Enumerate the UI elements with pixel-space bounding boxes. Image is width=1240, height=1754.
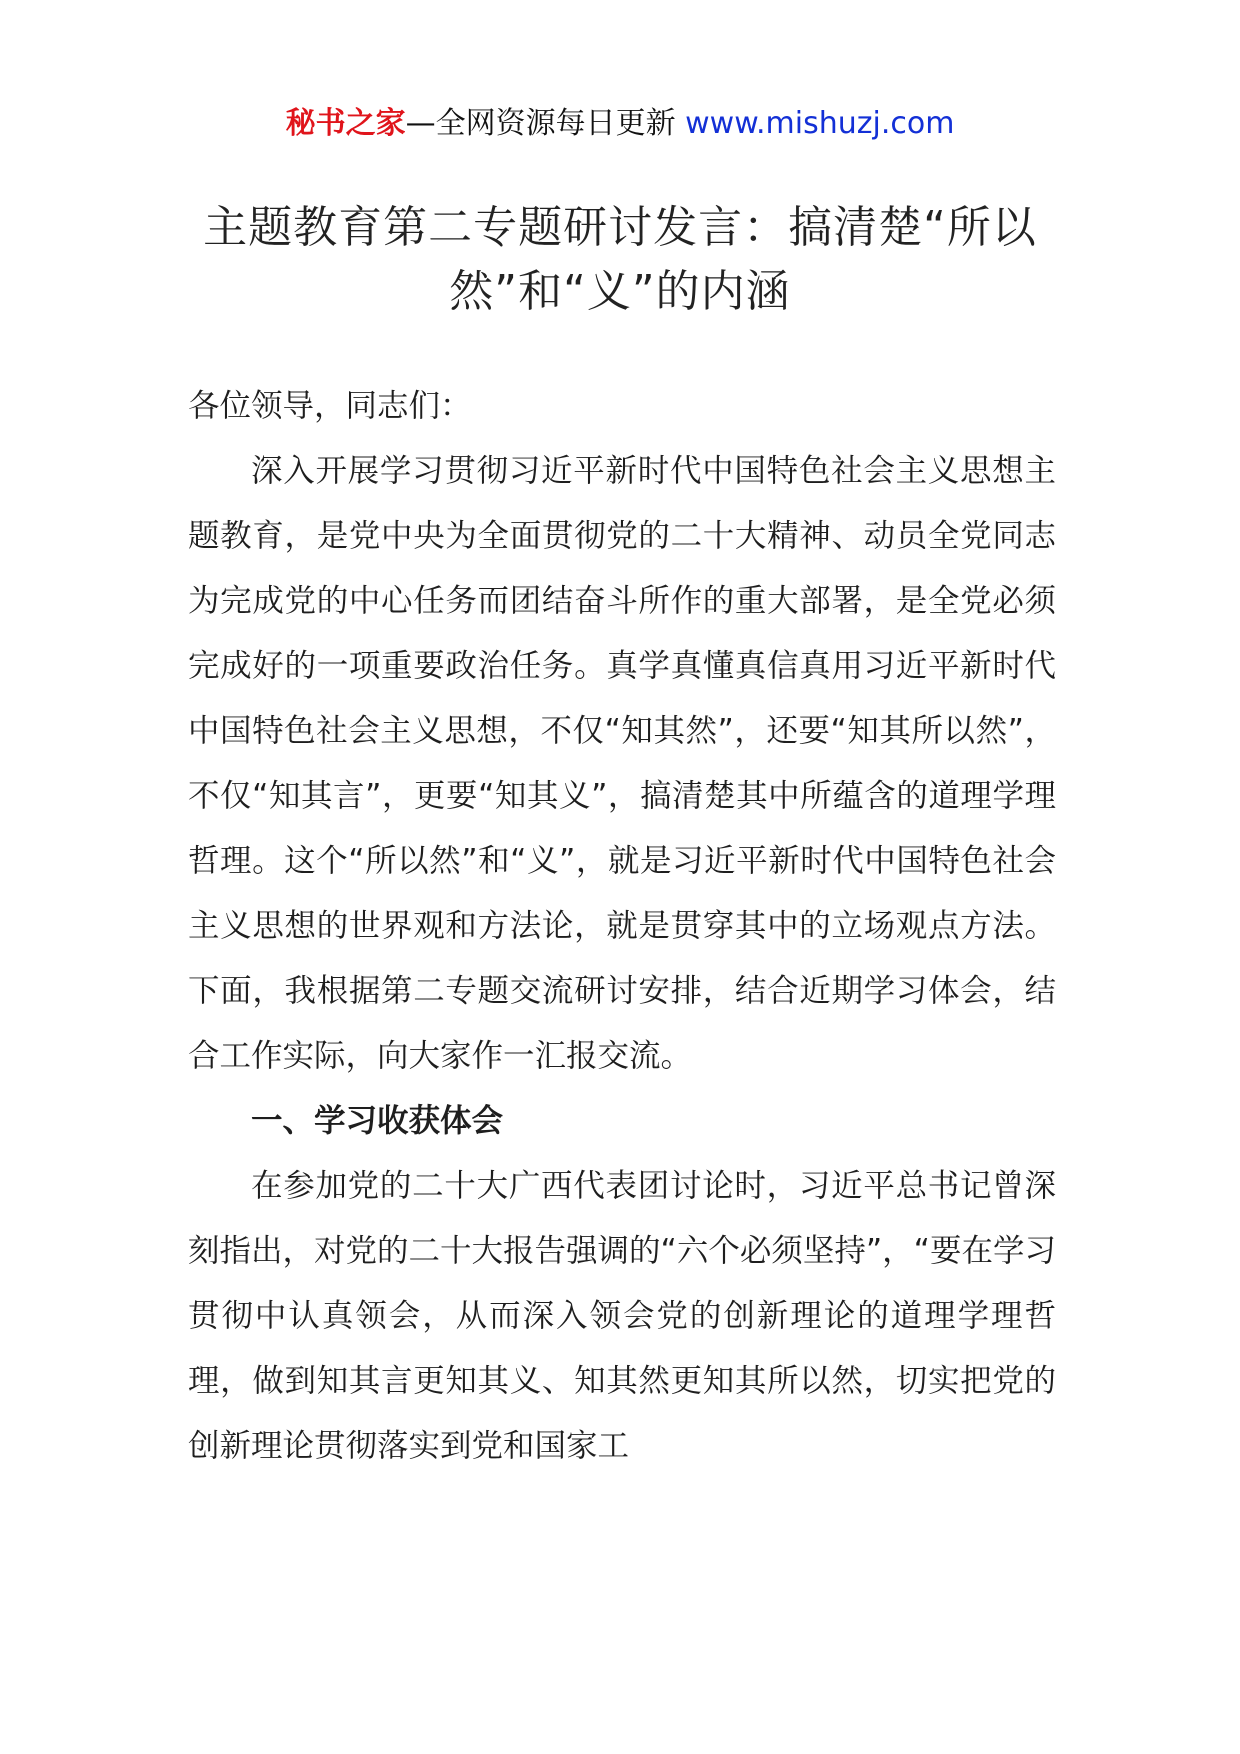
watermark-slogan: —全网资源每日更新 — [405, 106, 686, 141]
section-heading: 一、学习收获体会 — [251, 1103, 504, 1139]
paragraph-section-1: 在参加党的二十大广西代表团讨论时，习近平总书记曾深刻指出，对党的二十大报告强调的“六个必须坚持”，“要在学习贯彻中认真领会，从而深入领会党的创新理论的道理学理哲理，做到知其言更知其义、知其然更知其所以然，切实把党的创新理论贯彻落实到党和国家工 — [188, 1168, 1056, 1464]
watermark-brand: 秘书之家 — [285, 106, 406, 141]
salutation: 各位领导，同志们： — [188, 388, 472, 424]
watermark-url[interactable]: www.mishuzj.com — [685, 106, 955, 141]
watermark-banner — [0, 104, 1240, 144]
document-title: 主题教育第二专题研讨发言：搞清楚“所以然”和“义”的内涵 — [203, 202, 1037, 317]
document-body — [188, 374, 1056, 1479]
paragraph-intro: 深入开展学习贯彻习近平新时代中国特色社会主义思想主题教育，是党中央为全面贯彻党的二十大精神、动员全党同志为完成党的中心任务而团结奋斗所作的重大部署，是全党必须完成好的一项重要政治任务。真学真懂真信真用习近平新时代中国特色社会主义思想，不仅“知其然”，还要“知其所以然”，不仅“知其言”，更要“知其义”，搞清楚其中所蕴含的道理学理哲理。这个“所以然”和“义”，就是习近平新时代中国特色社会主义思想的世界观和方法论，就是贯穿其中的立场观点方法。下面，我根据第二专题交流研讨安排，结合近期学习体会，结合工作实际，向大家作一汇报交流。 — [188, 453, 1056, 1074]
